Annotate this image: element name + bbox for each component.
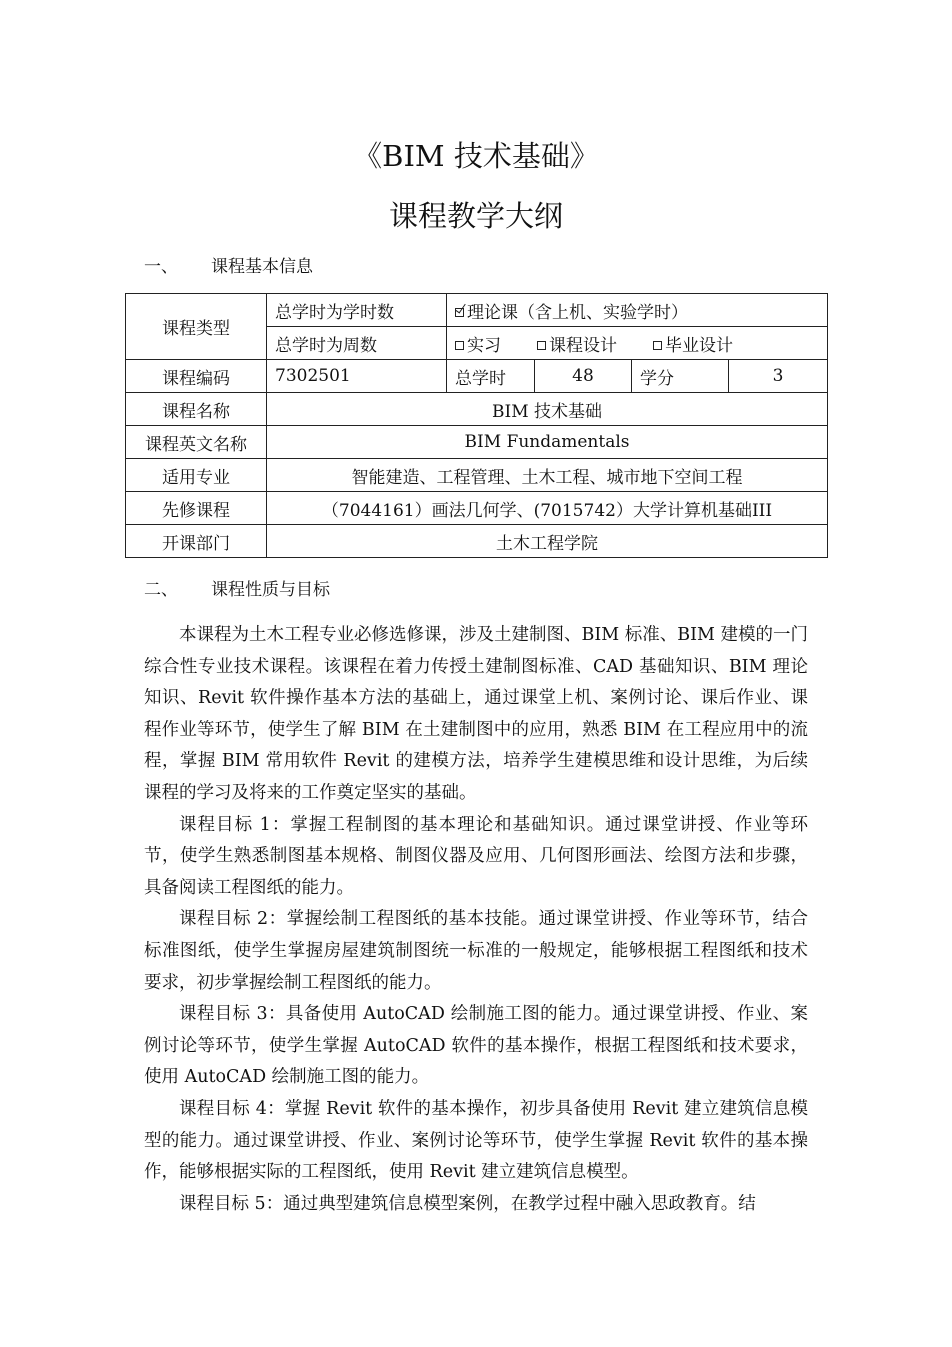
english-name-value: BIM Fundamentals	[267, 426, 828, 459]
theory-option-label: 理论课（含上机、实验学时）	[467, 302, 688, 323]
table-row	[126, 294, 828, 327]
table-row	[126, 426, 828, 459]
course-name-value: BIM 技术基础	[267, 393, 828, 426]
course-code-value: 7302501	[267, 360, 447, 393]
course-info-table	[125, 293, 828, 558]
document-subtitle: 课程教学大纲	[388, 199, 563, 233]
section-heading-basic-info	[144, 255, 313, 279]
paragraph-goal-4: 课程目标 4：掌握 Revit 软件的基本操作，初步具备使用 Revit 建立建筑信息模型的能力。通过课堂讲授、作业、案例讨论等环节，使学生掌握 Revit 软件的基本操作，能够根据实际的工程图纸，使用 Revit 建立建筑信息模型。	[144, 1098, 808, 1183]
total-hours-value: 48	[535, 360, 632, 393]
checkbox-icon	[537, 341, 546, 350]
theory-option-cell	[447, 294, 828, 327]
major-label: 适用专业	[126, 459, 267, 492]
hours-by-hours-label: 总学时为学时数	[267, 294, 447, 327]
table-row	[126, 393, 828, 426]
course-name-label: 课程名称	[126, 393, 267, 426]
other-options-cell	[447, 327, 828, 360]
course-code-label: 课程编码	[126, 360, 267, 393]
section-heading-nature-goals	[144, 578, 330, 602]
table-row	[126, 525, 828, 558]
paragraph-goal-5: 课程目标 5：通过典型建筑信息模型案例，在教学过程中融入思政教育。结	[179, 1193, 756, 1214]
document-title: 《BIM 技术基础》	[353, 139, 599, 173]
prerequisite-label: 先修课程	[126, 492, 267, 525]
checkbox-icon	[455, 341, 464, 350]
course-description-body	[144, 620, 808, 1220]
total-hours-label: 总学时	[447, 360, 535, 393]
department-value: 土木工程学院	[267, 525, 828, 558]
table-row	[126, 360, 828, 393]
table-row	[126, 459, 828, 492]
major-value: 智能建造、工程管理、土木工程、城市地下空间工程	[267, 459, 828, 492]
checkbox-icon	[653, 341, 662, 350]
hours-by-weeks-label: 总学时为周数	[267, 327, 447, 360]
section-number: 一、	[144, 257, 178, 277]
prerequisite-value: （7044161）画法几何学、(7015742）大学计算机基础III	[267, 492, 828, 525]
credits-value: 3	[729, 360, 828, 393]
internship-option-label: 实习	[467, 335, 501, 356]
table-row	[126, 492, 828, 525]
section-title: 课程性质与目标	[211, 580, 330, 600]
paragraph-goal-3: 课程目标 3：具备使用 AutoCAD 绘制施工图的能力。通过课堂讲授、作业、案例讨论等环节，使学生掌握 AutoCAD 软件的基本操作，根据工程图纸和技术要求，使用 AutoCAD 绘制施工图的能力。	[144, 1004, 808, 1088]
course-design-option-label: 课程设计	[549, 335, 617, 356]
credits-label: 学分	[632, 360, 729, 393]
paragraph-intro: 本课程为土木工程专业必修选修课，涉及土建制图、BIM 标准、BIM 建模的一门综合性专业技术课程。该课程在着力传授土建制图标准、CAD 基础知识、BIM 理论知识、Revit 软件操作基本方法的基础上，通过课堂上机、案例讨论、课后作业、课程作业等环节，使学生了解 BIM 在土建制图中的应用，熟悉 BIM 在工程应用中的流程，掌握 BIM 常用软件 Revit 的建模方法，培养学生建模思维和设计思维，为后续课程的学习及将来的工作奠定坚实的基础。	[144, 625, 809, 803]
section-number: 二、	[144, 580, 178, 600]
english-name-label: 课程英文名称	[126, 426, 267, 459]
checked-box-icon	[455, 308, 464, 317]
section-title: 课程基本信息	[211, 257, 313, 277]
graduation-design-option-label: 毕业设计	[665, 335, 733, 356]
paragraph-goal-1: 课程目标 1：掌握工程制图的基本理论和基础知识。通过课堂讲授、作业等环节，使学生熟悉制图基本规格、制图仪器及应用、几何图形画法、绘图方法和步骤，具备阅读工程图纸的能力。	[144, 814, 808, 898]
paragraph-goal-2: 课程目标 2：掌握绘制工程图纸的基本技能。通过课堂讲授、作业等环节，结合标准图纸，使学生掌握房屋建筑制图统一标准的一般规定，能够根据工程图纸和技术要求，初步掌握绘制工程图纸的能力。	[144, 909, 808, 993]
department-label: 开课部门	[126, 525, 267, 558]
course-type-label: 课程类型	[126, 294, 267, 360]
